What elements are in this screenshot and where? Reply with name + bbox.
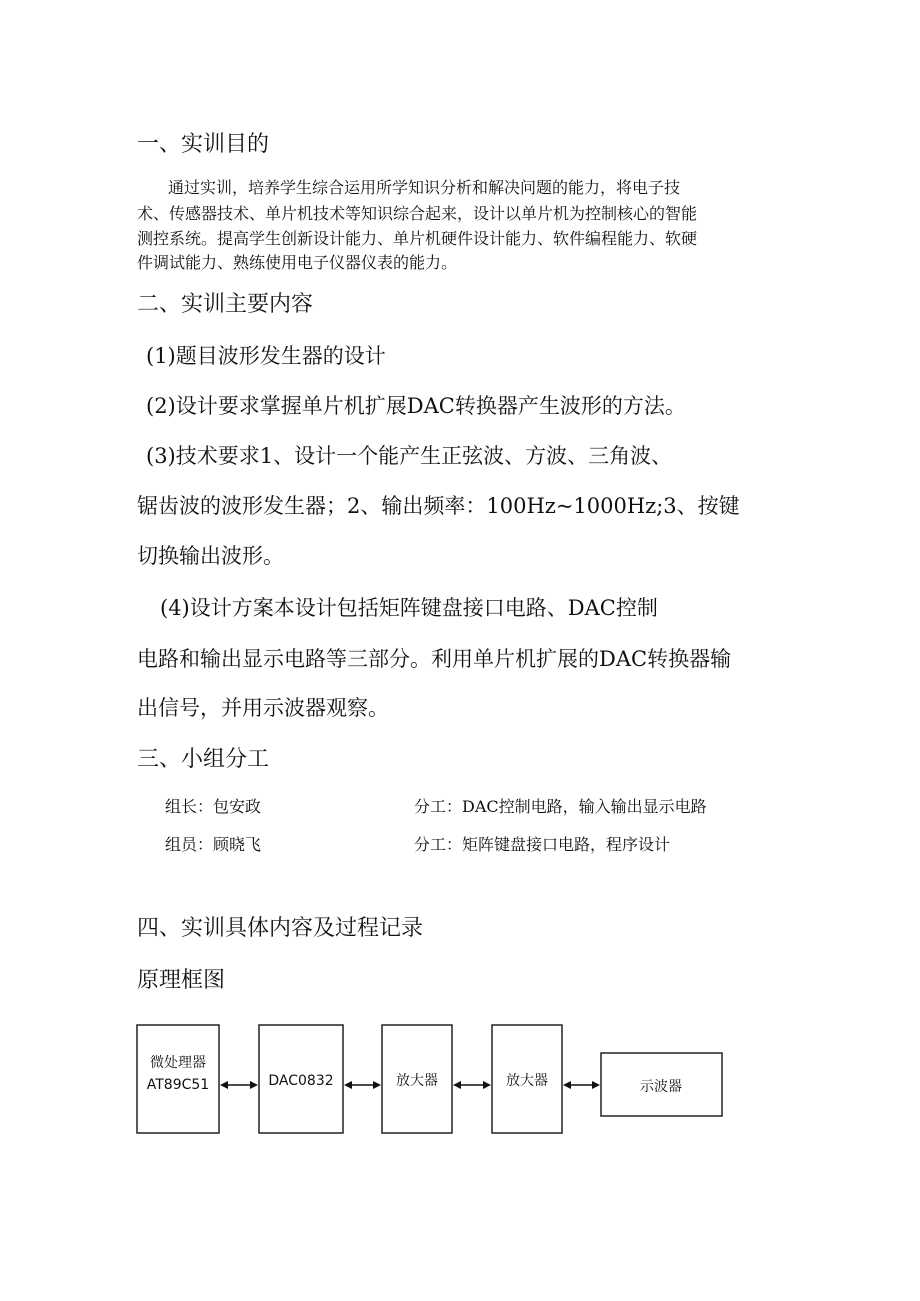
oscilloscope-label: 示波器 — [640, 1079, 682, 1095]
bidirectional-arrow-4 — [563, 1081, 600, 1089]
purpose-line-4: 件调试能力、熟练使用电子仪器仪表的能力。 — [137, 253, 458, 272]
content-item-3-cont-1: 锯齿波的波形发生器；2、输出频率：100Hz~1000Hz;3、按键 — [137, 494, 740, 518]
team-member: 组员：顾晓飞 — [165, 835, 262, 854]
block-diagram-title: 原理框图 — [137, 968, 226, 993]
bidirectional-arrow-3 — [453, 1081, 491, 1089]
dac-label: DAC0832 — [268, 1073, 334, 1089]
content-item-1: (1)题目波形发生器的设计 — [146, 344, 386, 368]
amplifier-1-label: 放大器 — [396, 1073, 438, 1089]
section-1-heading: 一、实训目的 — [137, 132, 270, 157]
section-2-heading: 二、实训主要内容 — [137, 292, 314, 317]
content-item-4: (4)设计方案本设计包括矩阵键盘接口电路、DAC控制 — [160, 596, 658, 620]
bidirectional-arrow-1 — [220, 1081, 258, 1089]
purpose-line-2: 术、传感器技术、单片机技术等知识综合起来，设计以单片机为控制核心的智能 — [137, 204, 698, 223]
team-leader: 组长：包安政 — [165, 797, 262, 816]
mcu-model-label: AT89C51 — [146, 1077, 210, 1093]
content-item-4-cont-1: 电路和输出显示电路等三部分。利用单片机扩展的DAC转换器输 — [137, 647, 732, 671]
content-item-4-cont-2: 出信号，并用示波器观察。 — [137, 696, 389, 720]
purpose-line-3: 测控系统。提高学生创新设计能力、单片机硬件设计能力、软件编程能力、软硬 — [137, 229, 698, 248]
section-4-heading: 四、实训具体内容及过程记录 — [137, 916, 424, 941]
mcu-label: 微处理器 — [150, 1055, 206, 1071]
bidirectional-arrow-2 — [344, 1081, 381, 1089]
purpose-line-1: 通过实训，培养学生综合运用所学知识分析和解决问题的能力，将电子技 — [168, 178, 681, 197]
content-item-3-cont-2: 切换输出波形。 — [137, 544, 284, 568]
section-3-heading: 三、小组分工 — [137, 747, 270, 772]
team-member-task: 分工：矩阵键盘接口电路，程序设计 — [414, 835, 671, 854]
content-item-3: (3)技术要求1、设计一个能产生正弦波、方波、三角波、 — [146, 444, 673, 468]
team-leader-task: 分工：DAC控制电路，输入输出显示电路 — [414, 797, 707, 816]
amplifier-2-label: 放大器 — [506, 1073, 548, 1089]
content-item-2: (2)设计要求掌握单片机扩展DAC转换器产生波形的方法。 — [146, 394, 686, 418]
